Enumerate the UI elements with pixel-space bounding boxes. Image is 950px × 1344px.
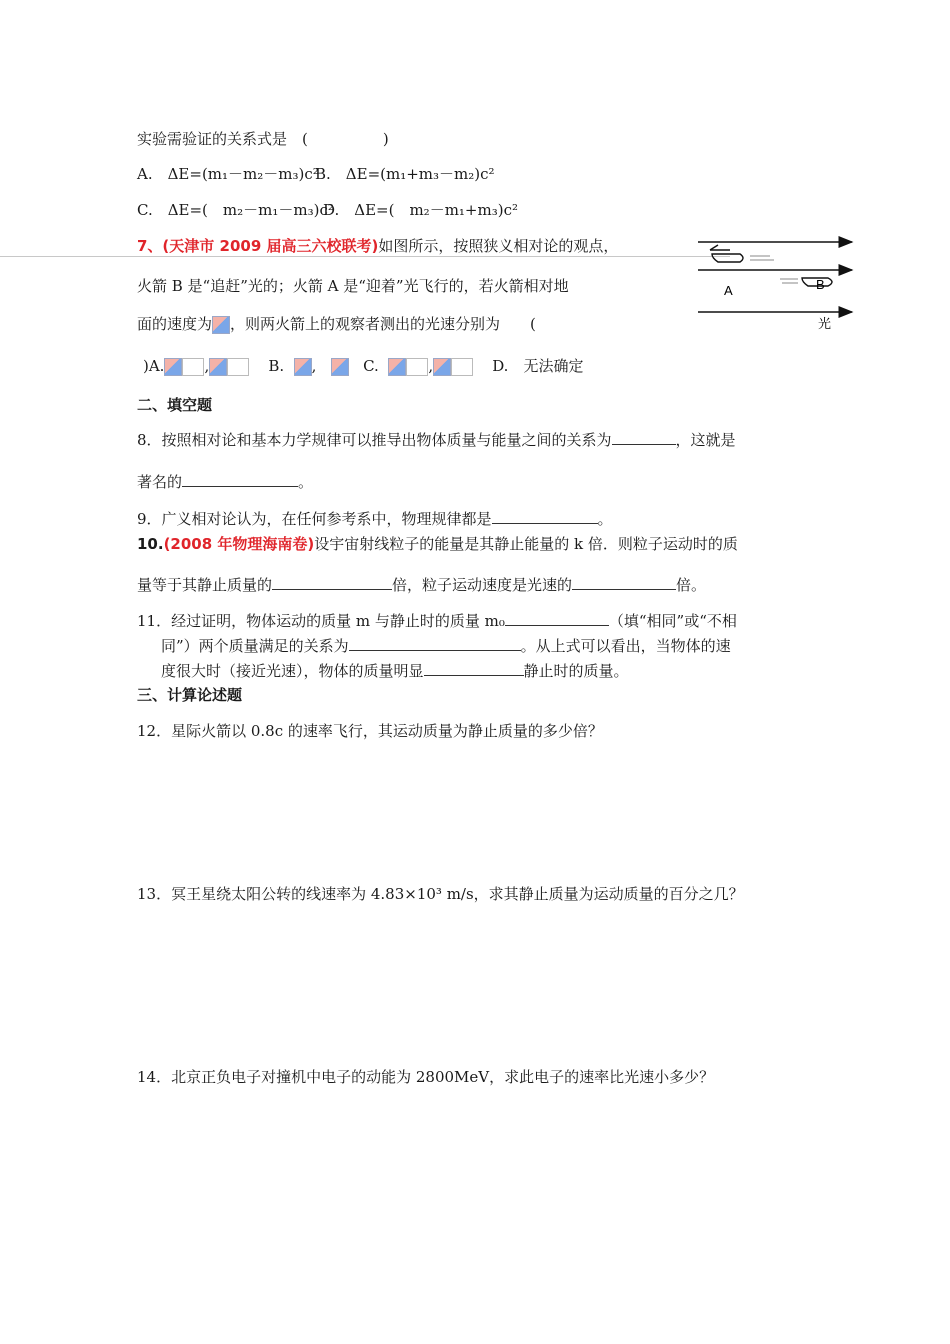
q7-text3b: ，则两火箭上的观察者测出的光速分别为 ( xyxy=(230,315,536,333)
q8-line2 xyxy=(137,472,313,492)
rocket-a-icon xyxy=(710,245,774,262)
q10-blank1[interactable] xyxy=(272,575,392,590)
q8-blank2[interactable] xyxy=(182,472,298,487)
q7-comma: , xyxy=(311,357,317,375)
q12-text: 12．星际火箭以 0.8c 的速率飞行，其运动质量为静止质量的多少倍？ xyxy=(137,722,603,740)
q10-text2b: 倍，粒子运动速度是光速的 xyxy=(392,576,573,594)
q7-line3 xyxy=(137,314,536,334)
rocket-b-label: B xyxy=(816,277,825,292)
q7-comma: , xyxy=(204,357,210,375)
q11-line3 xyxy=(161,661,629,681)
q7-option-a-label: )A. xyxy=(143,357,165,375)
q13-text: 13．冥王星绕太阳公转的线速率为 4.83×10³ m/s，求其静止质量为运动质量的百分之几？ xyxy=(137,885,744,903)
q10-text1: 设宇宙射线粒子的能量是其静止能量的 k 倍．则粒子运动时的质 xyxy=(314,535,738,553)
q11-text1a: 11．经过证明，物体运动的质量 m 与静止时的质量 m₀ xyxy=(137,612,505,630)
q10-number: 10. xyxy=(137,535,164,553)
q11-text1b: （填“相同”或“不相 xyxy=(608,612,737,630)
q7-line1 xyxy=(137,236,618,256)
q6-intro: 实验需验证的关系式是 ( ) xyxy=(137,130,389,148)
q10-text2c: 倍。 xyxy=(676,576,707,594)
q6-option-c: C. ΔE=( m₂－m₁－m₃)c² xyxy=(137,201,334,219)
q7-option-b-label: B. xyxy=(268,357,285,375)
q6-option-d: D. ΔE=( m₂－m₁+m₃)c² xyxy=(323,201,519,219)
q14-text: 14．北京正负电子对撞机中电子的动能为 2800MeV，求此电子的速率比光速小多少？ xyxy=(137,1068,715,1086)
q6-option-a: A. ΔE=(m₁－m₂－m₃)c² xyxy=(137,165,319,183)
q8-text2: 著名的 xyxy=(137,473,183,491)
q8-text1: 8．按照相对论和基本力学规律可以推导出物体质量与能量之间的关系为 xyxy=(137,431,612,449)
q7-option-c-image1 xyxy=(388,358,406,376)
q9-text: 9．广义相对论认为，在任何参考系中，物理规律都是 xyxy=(137,510,492,528)
q8-text1-end: ，这就是 xyxy=(675,431,736,449)
rocket-a-label: A xyxy=(724,283,733,298)
q10-line2 xyxy=(137,575,706,595)
q11-blank2[interactable] xyxy=(349,636,521,651)
q7-option-a-image1 xyxy=(164,358,182,376)
q7-text1: 如图所示，按照狭义相对论的观点， xyxy=(378,237,619,255)
section-fill-in-heading: 二、填空题 xyxy=(137,396,213,414)
q7-option-c-image2 xyxy=(433,358,451,376)
q11-text3a: 度很大时（接近光速），物体的质量明显 xyxy=(161,662,424,680)
q6-option-b: B. ΔE=(m₁+m₃－m₂)c² xyxy=(315,165,495,183)
rocket-light-figure xyxy=(690,232,860,332)
q11-line1 xyxy=(137,611,737,631)
q11-text2a: 同”）两个质量满足的关系为 xyxy=(161,637,349,655)
light-label: 光 xyxy=(818,317,832,332)
q7-source: 7、(天津市 2009 届高三六校联考) xyxy=(137,237,379,255)
q11-blank3[interactable] xyxy=(424,661,524,676)
q10-text2a: 量等于其静止质量的 xyxy=(137,576,273,594)
q7-option-a-box1 xyxy=(182,358,204,376)
q7-option-d: D. 无法确定 xyxy=(492,357,584,375)
q7-option-c-label: C. xyxy=(363,357,379,375)
q11-line2 xyxy=(161,636,731,656)
q7-option-a-image2 xyxy=(209,358,227,376)
q9-end: 。 xyxy=(597,510,613,528)
q7-options xyxy=(143,356,583,376)
q10-line1 xyxy=(137,534,738,554)
velocity-formula-image xyxy=(212,316,230,334)
q9-line xyxy=(137,509,613,529)
q9-blank[interactable] xyxy=(492,509,598,524)
q8-text2-end: 。 xyxy=(298,473,314,491)
q8-line1 xyxy=(137,430,736,450)
q8-blank1[interactable] xyxy=(612,430,676,445)
q7-option-c-box1 xyxy=(406,358,428,376)
q7-option-c-box2 xyxy=(451,358,473,376)
q7-line2: 火箭 B 是“追赶”光的；火箭 A 是“迎着”光飞行的，若火箭相对地 xyxy=(137,277,569,295)
q7-option-b-image2 xyxy=(331,358,349,376)
q7-text3a: 面的速度为 xyxy=(137,315,213,333)
q11-blank1[interactable] xyxy=(505,611,609,626)
q7-option-b-image1 xyxy=(294,358,312,376)
page-divider-line xyxy=(0,256,730,257)
q11-text3b: 静止时的质量。 xyxy=(523,662,629,680)
q10-blank2[interactable] xyxy=(572,575,676,590)
q10-source: (2008 年物理海南卷) xyxy=(163,535,315,553)
q7-comma: , xyxy=(428,357,434,375)
q7-option-a-box2 xyxy=(227,358,249,376)
section-calculation-heading: 三、计算论述题 xyxy=(137,686,243,704)
q11-text2b: 。从上式可以看出，当物体的速 xyxy=(520,637,731,655)
